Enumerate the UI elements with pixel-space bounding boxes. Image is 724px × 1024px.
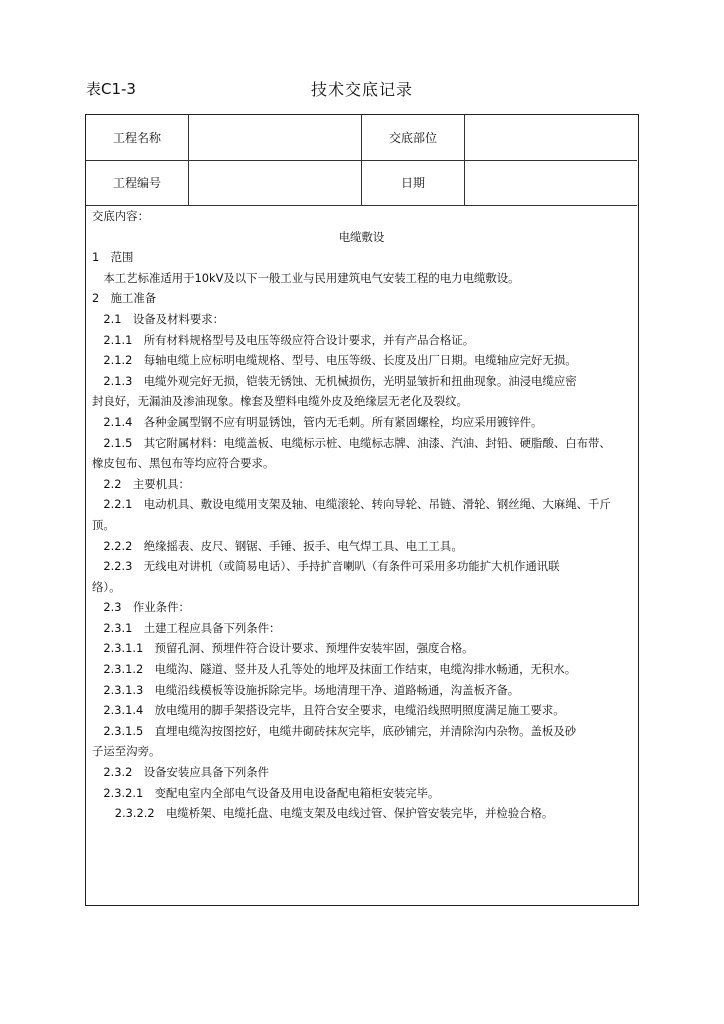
content-line: 2.2.3 无线电对讲机（或简易电话）、手持扩音喇叭（有条件可采用多功能扩大机作通讯联: [92, 559, 560, 574]
date-label: 日期: [362, 160, 465, 205]
briefing-content: [86, 206, 637, 824]
date-field[interactable]: [465, 160, 637, 205]
content-line: 橡皮包布、黑包布等均应符合要求。: [92, 456, 275, 471]
document-title: 技术交底记录: [310, 80, 413, 99]
content-line: 2.3.1.5 直埋电缆沟按图挖好，电缆井砌砖抹灰完毕，底砂铺完，并清除沟内杂物。盖板及砂: [92, 723, 577, 738]
content-line: 2.2 主要机具：: [92, 476, 190, 491]
content-line: 2.3.2.1 变配电室内全部电气设备及用电设备配电箱柜安装完毕。: [92, 785, 440, 800]
content-line: 2.3.1.3 电缆沿线模板等设施拆除完毕。场地清理干净、道路畅通，沟盖板齐备。: [92, 682, 520, 697]
record-form: [85, 114, 639, 906]
content-line: 2.1.4 各种金属型钢不应有明显锈蚀，管内无毛刺。所有紧固螺栓，均应采用镀锌件。: [92, 414, 543, 429]
form-row-project-name: [86, 115, 637, 161]
project-no-field[interactable]: [189, 160, 362, 205]
content-line: 2.1.2 每轴电缆上应标明电缆规格、型号、电压等级、长度及出厂日期。电缆轴应完好无损。: [92, 353, 577, 368]
content-line: 2.1.5 其它附属材料：电缆盖板、电缆标示桩、电缆标志牌、油漆、汽油、封铅、硬脂酸、白布带、: [92, 435, 611, 450]
content-line: 封良好，无漏油及渗油现象。橡套及塑料电缆外皮及绝缘层无老化及裂纹。: [92, 394, 468, 409]
content-line: 络）。: [92, 579, 121, 594]
project-name-label: 工程名称: [86, 115, 189, 160]
content-label: 交底内容：: [92, 209, 149, 223]
form-row-project-no: [86, 160, 637, 206]
content-line: 2.1.3 电缆外观完好无损，铠装无锈蚀、无机械损伤，光明显皱折和扭曲现象。油浸电缆应密: [92, 373, 577, 388]
content-subject: 电缆敷设: [338, 229, 385, 244]
project-name-field[interactable]: [189, 115, 362, 160]
project-no-label: 工程编号: [86, 160, 189, 205]
content-line: 2.2.1 电动机具、敷设电缆用支架及轴、电缆滚轮、转向导轮、吊链、滑轮、钢丝绳、大麻绳、千斤: [92, 497, 611, 512]
content-lines: [92, 247, 631, 824]
content-line: 2.3.2 设备安装应具备下列条件: [92, 765, 270, 780]
content-line: 2.1.1 所有材料规格型号及电压等级应符合设计要求，并有产品合格证。: [92, 332, 475, 347]
content-line: 顶。: [92, 517, 115, 532]
content-line: 1 范围: [92, 250, 134, 265]
content-line: 2.3 作业条件：: [92, 600, 190, 615]
content-line: 2 施工准备: [92, 291, 157, 306]
content-line: 2.3.1.4 放电缆用的脚手架搭设完毕，且符合安全要求，电缆沿线照明照度满足施工要求。: [92, 703, 565, 718]
content-line: 2.3.2.2 电缆桥架、电缆托盘、电缆支架及电线过管、保护管安装完毕，并检验合格。: [92, 806, 554, 821]
content-line: 2.3.1.1 预留孔洞、预埋件符合设计要求、预埋件安装牢固，强度合格。: [92, 641, 474, 656]
content-line: 2.1 设备及材料要求：: [92, 311, 225, 326]
content-line: 本工艺标准适用于10kV及以下一般工业与民用建筑电气安装工程的电力电缆敷设。: [92, 270, 520, 285]
section-field[interactable]: [465, 115, 637, 160]
content-line: 2.3.1.2 电缆沟、隧道、竖井及人孔等处的地坪及抹面工作结束，电缆沟排水畅通，无积水。: [92, 662, 577, 677]
form-code: 表C1-3: [86, 80, 136, 98]
content-line: 2.2.2 绝缘摇表、皮尺、钢锯、手锤、扳手、电气焊工具、电工工具。: [92, 538, 463, 553]
section-label: 交底部位: [362, 115, 465, 160]
content-line: 子运至沟旁。: [92, 744, 161, 759]
content-line: 2.3.1 土建工程应具备下列条件：: [92, 620, 281, 635]
